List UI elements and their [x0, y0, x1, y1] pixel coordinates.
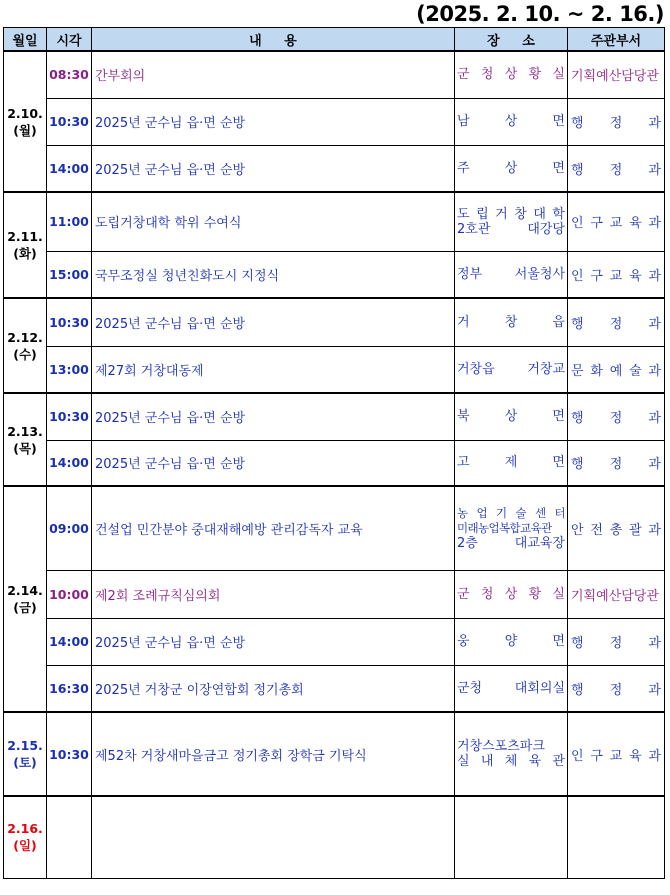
event-time: 14:00: [47, 440, 92, 486]
event-time: 10:30: [47, 393, 92, 440]
event-place: [455, 298, 568, 346]
event-time: 15:00: [47, 251, 92, 298]
date-cell: [4, 712, 47, 796]
event-place: [455, 570, 568, 618]
event-time: 10:30: [47, 98, 92, 145]
header-time: 시각: [47, 28, 92, 52]
event-place: [455, 98, 568, 145]
table-row: [4, 393, 665, 440]
date-cell: [4, 192, 47, 298]
weekly-schedule-table: [3, 27, 665, 879]
weekday-label: (수): [13, 346, 37, 362]
event-department: 인 구 교 육 과: [568, 251, 665, 298]
table-row: [4, 192, 665, 251]
table-row: [4, 145, 665, 192]
event-place-line: 2호관 대강당: [457, 221, 565, 237]
event-place: [455, 145, 568, 192]
event-place: [455, 796, 568, 878]
date-label: 2.10.: [7, 105, 43, 121]
event-place-line: 군 청 상 황 실: [457, 586, 565, 602]
event-time: [47, 796, 92, 878]
event-place: [455, 192, 568, 251]
weekday-label: (금): [13, 600, 37, 615]
weekday-label: (토): [13, 755, 37, 770]
schedule-period: (2025. 2. 10. ~ 2. 16.): [416, 2, 664, 26]
table-row: [4, 665, 665, 712]
event-place: [455, 51, 568, 98]
header-place: 장 소: [455, 28, 568, 52]
event-place: [455, 665, 568, 712]
event-content: 건설업 민간분야 중대재해예방 관리감독자 교육: [92, 486, 455, 570]
event-content: 2025년 군수님 읍·면 순방: [92, 393, 455, 440]
event-place-line: 남 상 면: [457, 114, 565, 129]
event-department: 행 정 과: [568, 440, 665, 486]
event-department: 인 구 교 육 과: [568, 712, 665, 796]
event-department: 행 정 과: [568, 618, 665, 665]
event-place-line: 고 제 면: [457, 455, 565, 471]
event-place-line: 도 립 거 창 대 학: [457, 206, 565, 222]
table-row: [4, 98, 665, 145]
table-row: [4, 618, 665, 665]
date-cell: [4, 393, 47, 486]
date-cell: [4, 298, 47, 393]
event-place: [455, 393, 568, 440]
event-department: 기획예산담당관: [568, 570, 665, 618]
event-place-line: 북 상 면: [457, 409, 565, 425]
event-place-line: 정부 서울청사: [457, 266, 565, 282]
header-content: 내 용: [92, 28, 455, 52]
event-department: 행 정 과: [568, 393, 665, 440]
event-time: 13:00: [47, 346, 92, 393]
event-place-line: 거창읍 거창교: [457, 361, 565, 377]
date-label: 2.11.: [7, 229, 43, 244]
event-time: 16:30: [47, 665, 92, 712]
event-content: 2025년 군수님 읍·면 순방: [92, 298, 455, 346]
event-department: 행 정 과: [568, 665, 665, 712]
event-time: 09:00: [47, 486, 92, 570]
date-label: 2.16.: [7, 821, 43, 837]
event-place: [455, 618, 568, 665]
event-place-line: 미래농업복합교육관: [457, 520, 552, 535]
event-time: 14:00: [47, 145, 92, 192]
table-row: [4, 51, 665, 98]
event-department: 기획예산담당관: [568, 51, 665, 98]
event-place: [455, 346, 568, 393]
event-place-line: 군청 대회의실: [457, 680, 565, 696]
event-content: [92, 796, 455, 878]
event-department: 인 구 교 육 과: [568, 192, 665, 251]
weekday-label: (화): [13, 246, 37, 261]
table-row: [4, 346, 665, 393]
date-label: 2.12.: [7, 329, 43, 345]
date-label: 2.14.: [7, 583, 43, 598]
event-department: 문 화 예 술 과: [568, 346, 665, 393]
event-content: 2025년 군수님 읍·면 순방: [92, 98, 455, 145]
event-time: 08:30: [47, 51, 92, 98]
event-content: 간부회의: [92, 51, 455, 98]
table-row: [4, 251, 665, 298]
event-time: 11:00: [47, 192, 92, 251]
event-content: 도립거창대학 학위 수여식: [92, 192, 455, 251]
header-date: 월일: [4, 28, 47, 52]
table-row: [4, 440, 665, 486]
event-department: [568, 796, 665, 878]
weekday-label: (월): [13, 122, 37, 138]
event-department: 안 전 총 괄 과: [568, 486, 665, 570]
event-time: 10:30: [47, 298, 92, 346]
event-time: 10:30: [47, 712, 92, 796]
event-place-line: 주 상 면: [457, 160, 565, 176]
event-place-line: 농 업 기 술 센 터: [457, 505, 565, 520]
weekday-label: (일): [13, 838, 37, 854]
event-place-line: 실 내 체 육 관: [457, 754, 565, 769]
event-content: 2025년 군수님 읍·면 순방: [92, 145, 455, 192]
date-cell: [4, 796, 47, 878]
event-place-line: 군 청 상 황 실: [457, 67, 565, 83]
header-row: [4, 28, 665, 52]
event-content: 2025년 군수님 읍·면 순방: [92, 618, 455, 665]
table-row: [4, 712, 665, 796]
event-place-line: 거 창 읍: [457, 314, 565, 330]
event-time: 14:00: [47, 618, 92, 665]
header-dept: 주관부서: [568, 28, 665, 52]
table-row: [4, 486, 665, 570]
event-place: [455, 486, 568, 570]
event-content: 제2회 조례규칙심의회: [92, 570, 455, 618]
event-place: [455, 440, 568, 486]
date-label: 2.15.: [7, 738, 43, 753]
event-place-line: 2층 대교육장: [457, 535, 565, 551]
event-place: [455, 251, 568, 298]
event-content: 제27회 거창대동제: [92, 346, 455, 393]
table-row: [4, 298, 665, 346]
date-cell: [4, 486, 47, 712]
event-content: 2025년 군수님 읍·면 순방: [92, 440, 455, 486]
event-place-line: 웅 양 면: [457, 634, 565, 649]
event-place-line: 거창스포츠파크: [457, 739, 545, 754]
event-place: [455, 712, 568, 796]
event-content: 제52차 거창새마을금고 정기총회 장학금 기탁식: [92, 712, 455, 796]
event-content: 국무조정실 청년친화도시 지정식: [92, 251, 455, 298]
event-department: 행 정 과: [568, 145, 665, 192]
date-cell: [4, 51, 47, 192]
table-row: [4, 796, 665, 878]
event-time: 10:00: [47, 570, 92, 618]
weekday-label: (목): [13, 440, 37, 456]
event-content: 2025년 거창군 이장연합회 정기총회: [92, 665, 455, 712]
event-department: 행 정 과: [568, 98, 665, 145]
event-department: 행 정 과: [568, 298, 665, 346]
date-label: 2.13.: [7, 423, 43, 439]
table-row: [4, 570, 665, 618]
